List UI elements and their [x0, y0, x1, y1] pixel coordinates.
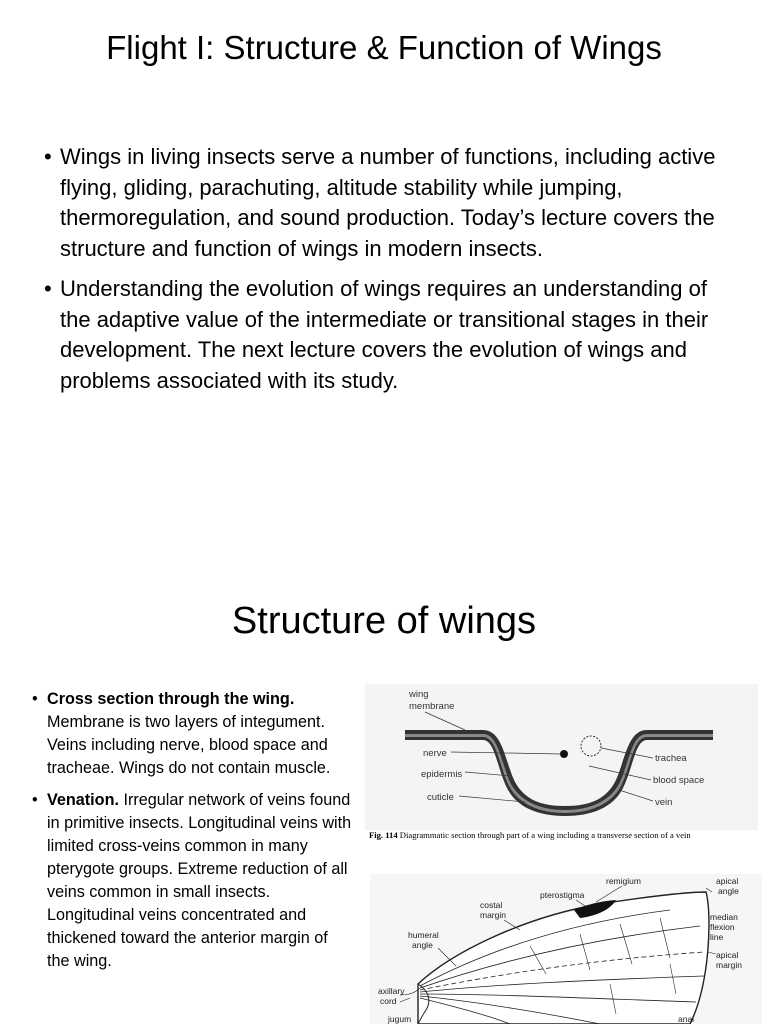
- label-jugum: jugum: [388, 1014, 412, 1024]
- slide-1-title: Flight I: Structure & Function of Wings: [106, 29, 662, 66]
- bullet-heading: Cross section through the wing.: [47, 690, 295, 708]
- label-cuticle: cuticle: [427, 792, 454, 803]
- label-costal-2: margin: [480, 910, 506, 920]
- bullet-dot-icon: •: [32, 791, 38, 809]
- label-anal: anal: [678, 1014, 695, 1024]
- slide-2-bullet: [32, 688, 352, 780]
- slide-1-bullet: [44, 274, 734, 396]
- wing-venation-figure: [370, 874, 762, 1024]
- slide-1-bullet: [44, 142, 734, 264]
- label-remigium: remigium: [606, 876, 641, 886]
- bullet-heading: Venation.: [47, 791, 119, 809]
- caption-text: Diagrammatic section through part of a wing including a transverse section of a vein: [397, 830, 691, 840]
- wing-cross-section-diagram: [365, 684, 758, 830]
- label-humeral-1: humeral: [408, 930, 439, 940]
- bullet-text: Irregular network of veins found in primitive insects. Longitudinal veins with limited cross-veins common in many pterygote groups. Extreme reduction of all veins common in small insects. Longitudinal veins concentrated and thickened toward the anterior margin of the wing.: [47, 791, 352, 970]
- label-median-2: flexion: [710, 922, 735, 932]
- figure-caption: [369, 830, 768, 840]
- label-pterostigma: pterostigma: [540, 890, 585, 900]
- label-nerve: nerve: [423, 748, 447, 759]
- slide-2: [0, 560, 768, 1024]
- slide-1-bullet-list: [44, 142, 734, 406]
- bullet-dot-icon: •: [32, 690, 38, 708]
- label-median-1: median: [710, 912, 738, 922]
- label-median-3: line: [710, 932, 724, 942]
- bullet-text: Wings in living insects serve a number of functions, including active flying, gliding, parachuting, altitude stability while jumping, thermoregulation, and sound production. Today’s lecture covers the structure and function of wings in modern insects.: [60, 144, 716, 261]
- bullet-dot-icon: •: [44, 276, 52, 301]
- bullet-text: Understanding the evolution of wings requires an understanding of the adaptive value of the intermediate or transitional stages in their development. The next lecture covers the evolution of wings and problems associated with its study.: [60, 276, 709, 393]
- label-axillary-1: axillary: [378, 986, 405, 996]
- bullet-dot-icon: •: [44, 144, 52, 169]
- slide-2-bullet: [32, 789, 352, 973]
- label-axillary-2: cord: [380, 996, 397, 1006]
- label-epidermis: epidermis: [421, 769, 463, 780]
- slide-2-title: Structure of wings: [231, 600, 537, 642]
- label-humeral-2: angle: [412, 940, 433, 950]
- label-wing: wing: [409, 689, 429, 700]
- nerve-dot: [560, 750, 568, 758]
- label-blood-space: blood space: [653, 775, 705, 786]
- slide-2-bullet-list: [32, 688, 352, 982]
- label-membrane: membrane: [409, 701, 455, 712]
- bullet-text: Membrane is two layers of integument. Veins including nerve, blood space and tracheae. Wings do not contain muscle.: [47, 713, 331, 777]
- label-costal-1: costal: [480, 900, 503, 910]
- label-apical-angle-1: apical: [716, 876, 739, 886]
- label-apical-angle-2: angle: [718, 886, 739, 896]
- label-trachea: trachea: [655, 753, 687, 764]
- wing-cross-section-figure: [365, 684, 758, 850]
- label-apical-margin-1: apical: [716, 950, 739, 960]
- label-apical-margin-2: margin: [716, 960, 742, 970]
- label-vein: vein: [655, 797, 673, 808]
- wing-venation-diagram: [370, 874, 762, 1024]
- caption-number: Fig. 114: [369, 830, 398, 840]
